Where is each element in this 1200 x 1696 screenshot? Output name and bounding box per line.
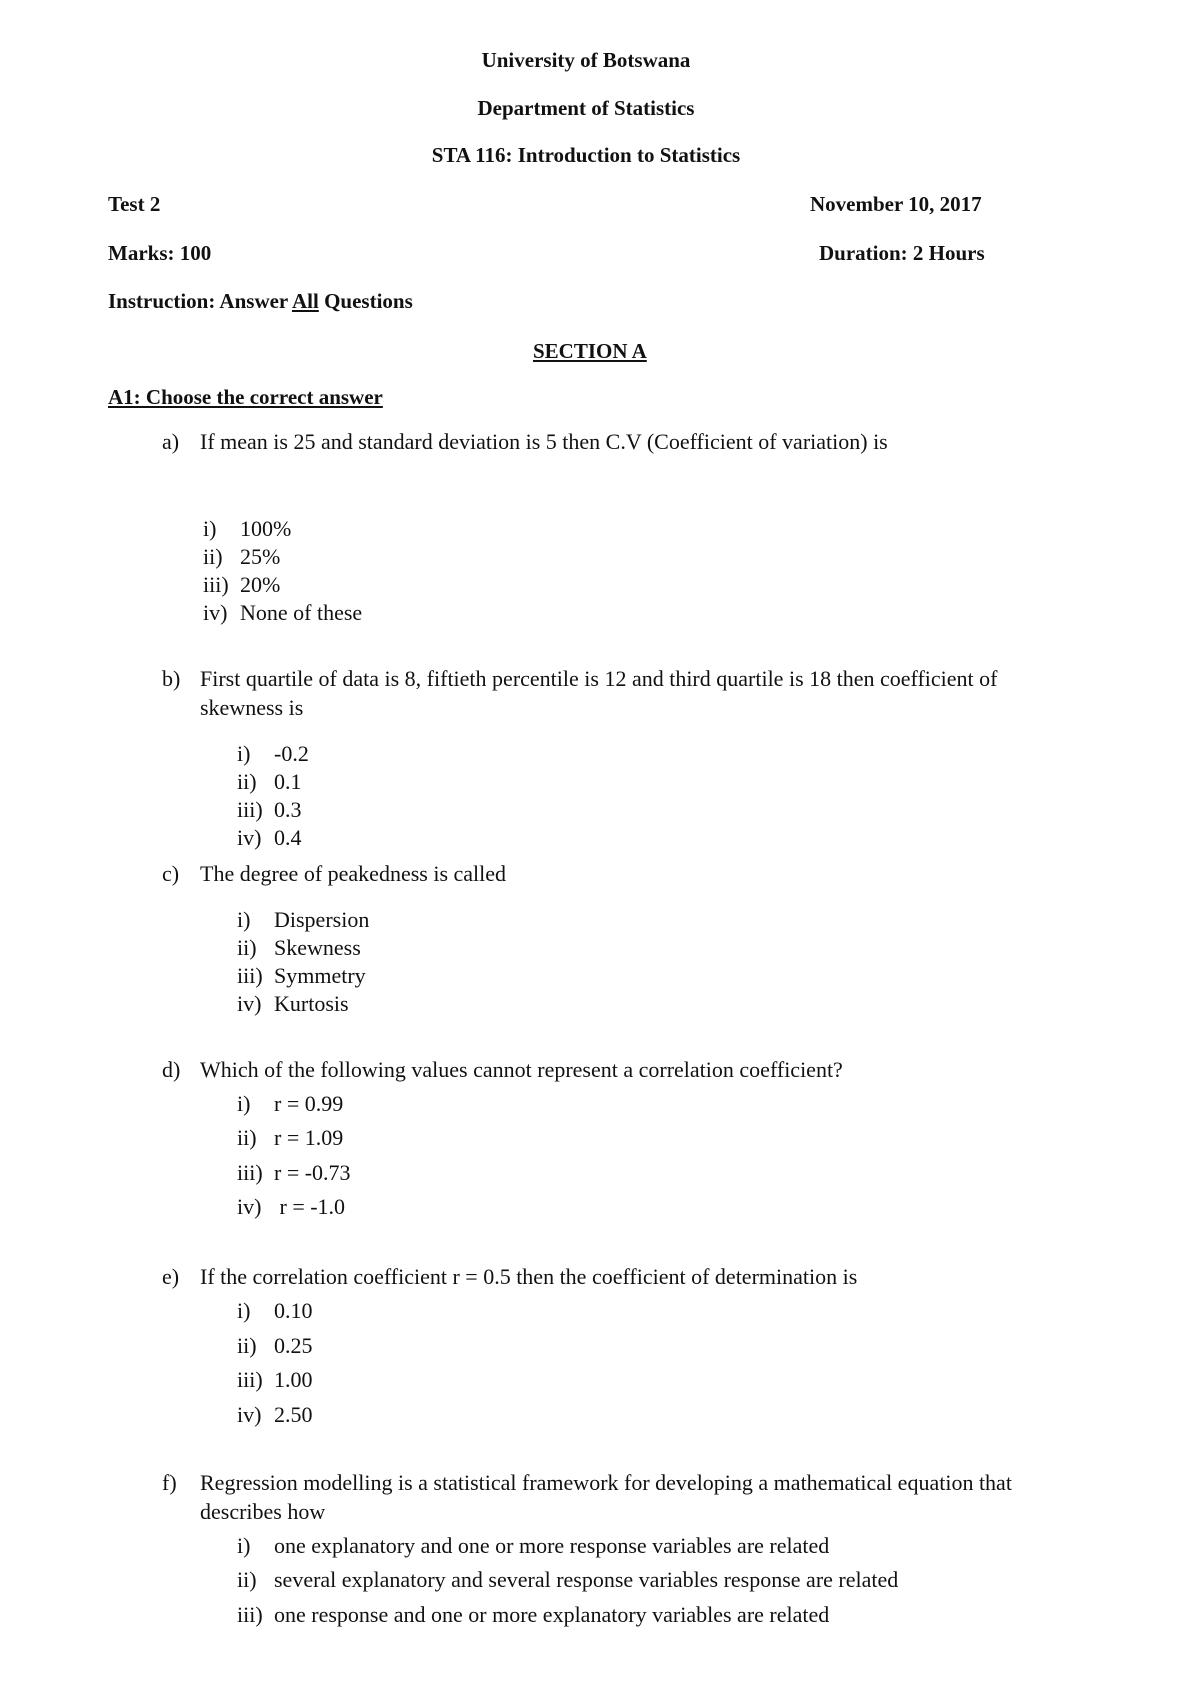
option bbox=[237, 1333, 313, 1359]
option-label: iii) bbox=[237, 1367, 263, 1392]
question-e bbox=[162, 1262, 1042, 1291]
option-text: None of these bbox=[240, 600, 363, 625]
option-label: ii) bbox=[237, 769, 257, 794]
option bbox=[237, 991, 349, 1017]
option-text: 0.1 bbox=[274, 769, 302, 794]
option bbox=[237, 1533, 829, 1559]
option bbox=[237, 1298, 313, 1324]
option bbox=[237, 1160, 351, 1186]
option-label: iii) bbox=[237, 1602, 263, 1627]
marks-label: Marks: 100 bbox=[108, 241, 212, 265]
question-a bbox=[162, 427, 1042, 456]
question-d bbox=[162, 1055, 1042, 1084]
option-text: -0.2 bbox=[274, 741, 309, 766]
question-text: Which of the following values cannot represent a correlation coefficient? bbox=[200, 1057, 843, 1082]
question-text: If the correlation coefficient r = 0.5 then the coefficient of determination is bbox=[200, 1264, 858, 1289]
option-text: r = -0.73 bbox=[274, 1160, 351, 1185]
option bbox=[237, 907, 369, 933]
instruction-all: All bbox=[291, 289, 319, 313]
option bbox=[237, 1125, 343, 1151]
option-label: iv) bbox=[237, 825, 262, 850]
option-text: Symmetry bbox=[274, 963, 366, 988]
option-text: r = -1.0 bbox=[274, 1194, 346, 1219]
option bbox=[237, 1567, 898, 1593]
option-text: 20% bbox=[240, 572, 281, 597]
option-label: iv) bbox=[237, 1402, 262, 1427]
option-label: ii) bbox=[237, 1333, 257, 1358]
question-letter: e) bbox=[162, 1264, 180, 1289]
option bbox=[237, 741, 309, 767]
option-text: Dispersion bbox=[274, 907, 370, 932]
option-text: 0.25 bbox=[274, 1333, 313, 1358]
section-subtitle: A1: Choose the correct answer bbox=[108, 385, 383, 409]
option bbox=[237, 825, 302, 851]
question-letter: c) bbox=[162, 861, 180, 886]
instruction bbox=[108, 288, 413, 314]
option-text: one explanatory and one or more response variables are related bbox=[274, 1533, 830, 1558]
option bbox=[237, 769, 302, 795]
option bbox=[203, 600, 362, 626]
option-label: iv) bbox=[237, 1194, 262, 1219]
instruction-suffix: Questions bbox=[318, 289, 413, 313]
option-label: i) bbox=[237, 1091, 251, 1116]
option-label: i) bbox=[237, 741, 251, 766]
question-text: First quartile of data is 8, fiftieth percentile is 12 and third quartile is 18 then coefficient of skewness is bbox=[200, 666, 998, 720]
option-text: r = 0.99 bbox=[274, 1091, 344, 1116]
question-text: The degree of peakedness is called bbox=[200, 861, 507, 886]
option-label: iii) bbox=[237, 1160, 263, 1185]
option bbox=[237, 935, 361, 961]
option-text: 25% bbox=[240, 544, 281, 569]
option-text: r = 1.09 bbox=[274, 1125, 344, 1150]
option-text: 0.4 bbox=[274, 825, 302, 850]
university-title: University of Botswana bbox=[481, 48, 691, 72]
option-label: ii) bbox=[203, 544, 223, 569]
option-label: i) bbox=[237, 907, 251, 932]
option-text: Kurtosis bbox=[274, 991, 349, 1016]
option-label: iv) bbox=[237, 991, 262, 1016]
option-text: Skewness bbox=[274, 935, 361, 960]
option bbox=[203, 516, 291, 542]
option bbox=[237, 1402, 313, 1428]
question-f bbox=[162, 1468, 1042, 1526]
option-text: 1.00 bbox=[274, 1367, 313, 1392]
option-label: ii) bbox=[237, 1125, 257, 1150]
option bbox=[203, 544, 280, 570]
option-label: iii) bbox=[237, 963, 263, 988]
option-label: ii) bbox=[237, 1567, 257, 1592]
option-label: ii) bbox=[237, 935, 257, 960]
question-text: If mean is 25 and standard deviation is 5 then C.V (Coefficient of variation) is bbox=[200, 429, 888, 454]
option bbox=[237, 1194, 345, 1220]
option bbox=[237, 797, 302, 823]
option-text: 0.3 bbox=[274, 797, 302, 822]
option-label: iv) bbox=[203, 600, 228, 625]
department-title: Department of Statistics bbox=[477, 96, 695, 120]
option-text: one response and one or more explanatory variables are related bbox=[274, 1602, 830, 1627]
question-letter: f) bbox=[162, 1470, 177, 1495]
option-label: i) bbox=[237, 1533, 251, 1558]
section-title: SECTION A bbox=[533, 339, 647, 363]
test-label: Test 2 bbox=[108, 192, 161, 216]
option bbox=[203, 572, 280, 598]
question-text: Regression modelling is a statistical framework for developing a mathematical equation that describes how bbox=[200, 1470, 1012, 1524]
duration-label: Duration: 2 Hours bbox=[819, 241, 985, 265]
question-letter: a) bbox=[162, 429, 180, 454]
option bbox=[237, 1367, 313, 1393]
option-text: 2.50 bbox=[274, 1402, 313, 1427]
option-text: 0.10 bbox=[274, 1298, 313, 1323]
option bbox=[237, 1602, 829, 1628]
course-title: STA 116: Introduction to Statistics bbox=[431, 143, 741, 167]
question-b bbox=[162, 664, 1042, 722]
question-c bbox=[162, 859, 1042, 888]
option-label: i) bbox=[203, 516, 217, 541]
question-letter: b) bbox=[162, 666, 181, 691]
option-label: iii) bbox=[237, 797, 263, 822]
option-label: i) bbox=[237, 1298, 251, 1323]
option bbox=[237, 963, 366, 989]
question-letter: d) bbox=[162, 1057, 181, 1082]
instruction-prefix: Instruction: Answer bbox=[108, 289, 292, 313]
option-text: 100% bbox=[240, 516, 292, 541]
option-label: iii) bbox=[203, 572, 229, 597]
option-text: several explanatory and several response variables response are related bbox=[274, 1567, 899, 1592]
option bbox=[237, 1091, 343, 1117]
test-date: November 10, 2017 bbox=[810, 192, 982, 216]
